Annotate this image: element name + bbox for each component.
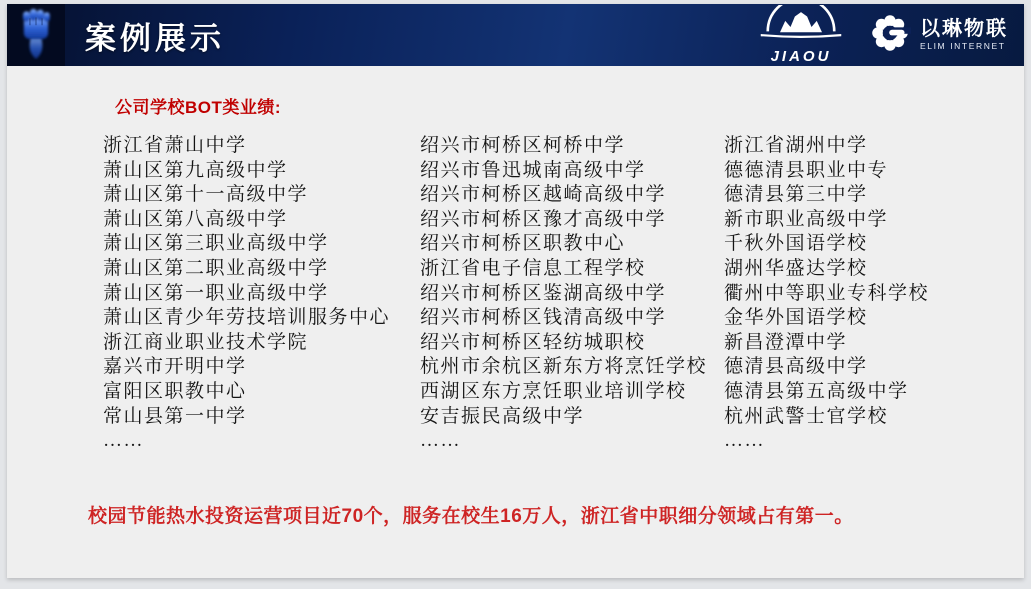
school-list-item: 德清县第三中学 (724, 184, 868, 206)
header-bar (7, 4, 1024, 66)
jiaou-logo (759, 5, 843, 65)
school-list-item: 萧山区青少年劳技培训服务中心 (103, 307, 391, 329)
school-list-item: 萧山区第十一高级中学 (103, 184, 309, 206)
school-list-item: 西湖区东方烹饪职业培训学校 (420, 380, 687, 402)
school-list-item: 绍兴市柯桥区越崎高级中学 (420, 184, 667, 206)
school-list-item: 浙江省电子信息工程学校 (420, 257, 646, 279)
school-list-item: 绍兴市柯桥区钱清高级中学 (420, 307, 667, 329)
school-list-item: 浙江商业职业技术学院 (103, 331, 309, 353)
school-list-item: 杭州武警士官学校 (724, 405, 889, 427)
school-column-3 (724, 134, 929, 454)
school-list-item: 绍兴市柯桥区鉴湖高级中学 (420, 282, 667, 304)
school-list-item: 新市职业高级中学 (724, 208, 889, 230)
fist-icon (17, 6, 55, 65)
school-list-item: 杭州市余杭区新东方将烹饪学校 (420, 356, 708, 378)
school-list-item: 新昌澄潭中学 (724, 331, 848, 353)
school-list-item: 萧山区第一职业高级中学 (103, 282, 329, 304)
elim-logo-cn: 以琳物联 (920, 18, 1008, 41)
jiaou-logo-text: JIAOU (770, 48, 832, 65)
school-list-item: …… (103, 430, 144, 452)
school-list-item: 金华外国语学校 (724, 307, 868, 329)
school-list-item: 绍兴市鲁迅城南高级中学 (420, 159, 646, 181)
school-list-item: …… (724, 430, 765, 452)
presentation-slide (7, 4, 1024, 578)
school-list-item: 绍兴市柯桥区职教中心 (420, 233, 626, 255)
school-list-item: 千秋外国语学校 (724, 233, 868, 255)
elim-logo-en: ELIM INTERNET (920, 41, 1006, 52)
school-list-item: 萧山区第三职业高级中学 (103, 233, 329, 255)
elim-g-icon (869, 12, 911, 59)
school-list-item: 德清县高级中学 (724, 356, 868, 378)
school-list-item: 嘉兴市开明中学 (103, 356, 247, 378)
fist-image-box (7, 4, 65, 66)
school-column-1 (103, 134, 390, 454)
logo-group (759, 5, 1008, 65)
school-list-item: 常山县第一中学 (103, 405, 247, 427)
school-list-item: 浙江省湖州中学 (724, 135, 868, 156)
elim-logo (869, 12, 1008, 59)
school-list-item: 萧山区第二职业高级中学 (103, 257, 329, 279)
school-list-item: 绍兴市柯桥区柯桥中学 (420, 135, 626, 156)
section-heading: 公司学校BOT类业绩: (115, 98, 282, 117)
school-list-item: 德德清县职业中专 (724, 159, 889, 181)
school-list-item: 德清县第五高级中学 (724, 380, 909, 402)
elim-logo-names (920, 18, 1008, 51)
school-list-item: 富阳区职教中心 (103, 380, 247, 402)
school-list-item: 萧山区第九高级中学 (103, 159, 288, 181)
school-list-item: 衢州中等职业专科学校 (724, 282, 930, 304)
school-list-item: 绍兴市柯桥区轻纺城职校 (420, 331, 646, 353)
jiaou-crown-icon (759, 5, 843, 47)
school-column-2 (420, 134, 707, 454)
page-title: 案例展示 (85, 20, 225, 56)
footer-summary: 校园节能热水投资运营项目近70个，服务在校生16万人，浙江省中职细分领域占有第一。 (88, 506, 854, 527)
school-list-item: 浙江省萧山中学 (103, 135, 247, 156)
school-list-item: 萧山区第八高级中学 (103, 208, 288, 230)
school-list-item: 绍兴市柯桥区豫才高级中学 (420, 208, 667, 230)
school-list-item: …… (420, 430, 461, 452)
school-list-item: 安吉振民高级中学 (420, 405, 585, 427)
school-list-item: 湖州华盛达学校 (724, 257, 868, 279)
